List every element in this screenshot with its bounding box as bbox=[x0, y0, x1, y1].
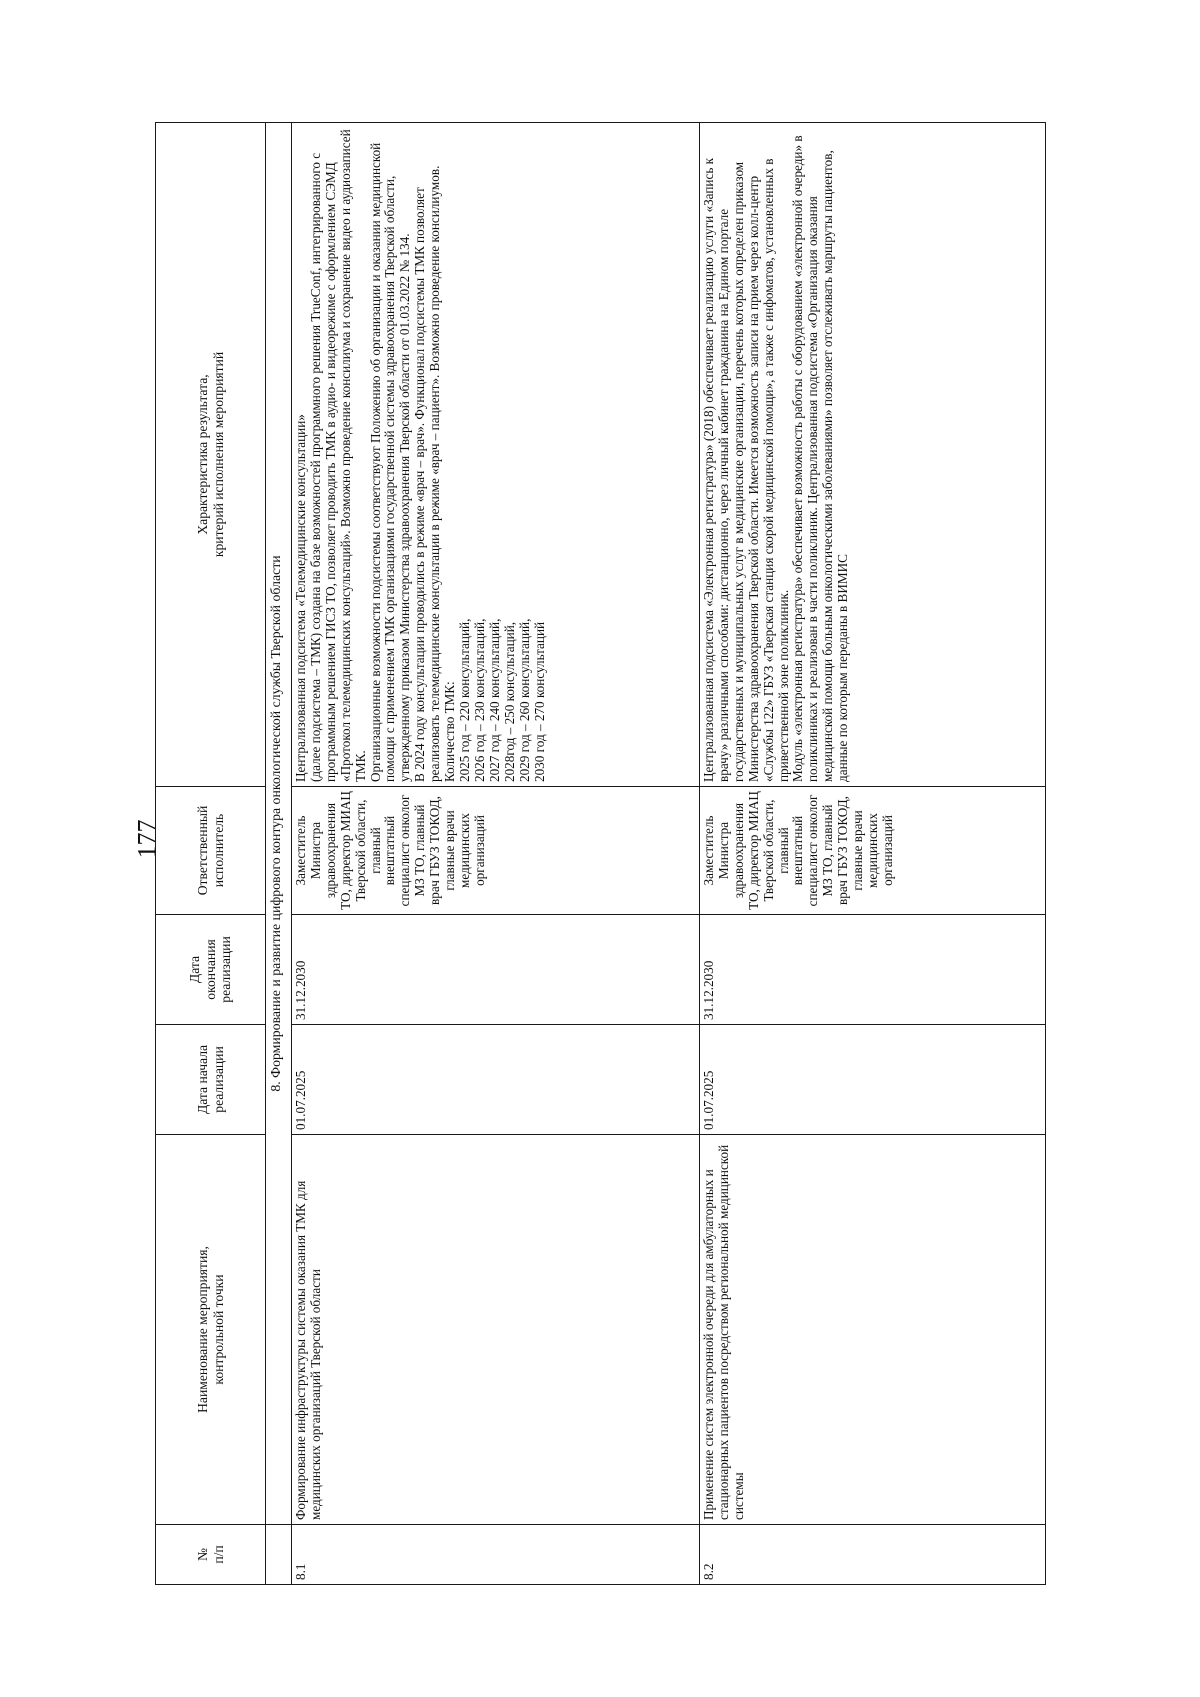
row-result: Централизованная подсистема «Телемедицинские консультации» (далее подсистема – ТМК) создана на базе возможностей программного решения TrueConf, интегрированного с программным решением ГИСЗ ТО, позволяет проводить ТМК в аудио- и видеорежиме с оформлением СЭМД «Протокол телемедицинских консультаций». Возможно проведение консилиума и сохранение видео и аудиозаписей ТМК. Организационные возможности подсистемы соответствуют Положению об организации и оказании медицинской помощи с применением ТМК организациями государственной системы здравоохранения Тверской области, утвержденному приказом Министерства здравоохранения Тверской области от 01.03.2022 № 134. В 2024 году консультации проводились в режиме «врач – врач». Функционал подсистемы ТМК позволяет реализовать телемедицинские консультации в режиме «врач – пациент». Возможно проведение консилиумов. Количество ТМК: 2025 год – 220 консультаций, 2026 год – 230 консультаций, 2027 год – 240 консультаций, 2028год – 250 консультаций, 2029 год – 260 консультаций, 2030 год – 270 консультаций bbox=[292, 123, 700, 787]
row-name: Формирование инфраструктуры системы оказания ТМК для медицинских организаций Тверской области bbox=[292, 1135, 700, 1525]
header-name: Наименование мероприятия, контрольной точки bbox=[156, 1135, 266, 1525]
page-number: 177 bbox=[132, 819, 162, 859]
measures-table bbox=[155, 122, 1046, 1585]
header-result: Характеристика результата, критерий исполнения мероприятий bbox=[156, 123, 266, 787]
row-start-date: 01.07.2025 bbox=[292, 1025, 700, 1135]
row-num: 8.1 bbox=[292, 1525, 700, 1585]
row-name: Применение систем электронной очереди для амбулаторных и стационарных пациентов посредством региональной медицинской системы bbox=[700, 1135, 1046, 1525]
row-start-date: 01.07.2025 bbox=[700, 1025, 1046, 1135]
section-num-cell bbox=[266, 1525, 292, 1585]
header-end-date: Дата окончания реализации bbox=[156, 915, 266, 1025]
header-responsible: Ответственный исполнитель bbox=[156, 787, 266, 915]
row-num: 8.2 bbox=[700, 1525, 1046, 1585]
row-responsible: Заместитель Министра здравоохранения ТО, директор МИАЦ Тверской области, главный внештатный специалист онколог МЗ ТО, главный врач ГБУЗ ТОКОД, главные врачи медицинских организаций bbox=[292, 787, 700, 915]
section-row bbox=[266, 123, 292, 1585]
rotated-table-wrapper bbox=[155, 123, 1045, 1585]
row-responsible: Заместитель Министра здравоохранения ТО, директор МИАЦ Тверской области, главный внештатный специалист онколог МЗ ТО, главный врач ГБУЗ ТОКОД, главные врачи медицинских организаций bbox=[700, 787, 1046, 915]
section-title: 8. Формирование и развитие цифрового контура онкологической службы Тверской области bbox=[266, 123, 292, 1525]
header-num: № п/п bbox=[156, 1525, 266, 1585]
row-end-date: 31.12.2030 bbox=[700, 915, 1046, 1025]
table-header-row bbox=[156, 123, 266, 1585]
row-result: Централизованная подсистема «Электронная регистратура» (2018) обеспечивает реализацию услуги «Запись к врачу» различными способами: дистанционно, через личный кабинет гражданина на Едином портале государственных и муниципальных услуг в медицинские организации, перечень которых определен приказом Министерства здравоохранения Тверской области. Имеется возможность записи на прием через колл-центр «Службы 122» ГБУЗ «Тверская станция скорой медицинской помощи», а также с инфоматов, установленных в приветственной зоне поликлиник. Модуль «электронная регистратура» обеспечивает возможность работы с оборудованием «электронной очереди» в поликлиниках и реализован в части поликлиник. Централизованная подсистема «Организация оказания медицинской помощи больным онкологическими заболеваниями» позволяет отслеживать маршруты пациентов, данные по которым переданы в ВИМИС bbox=[700, 123, 1046, 787]
row-end-date: 31.12.2030 bbox=[292, 915, 700, 1025]
table-row bbox=[700, 123, 1046, 1585]
header-start-date: Дата начала реализации bbox=[156, 1025, 266, 1135]
table-row bbox=[292, 123, 700, 1585]
